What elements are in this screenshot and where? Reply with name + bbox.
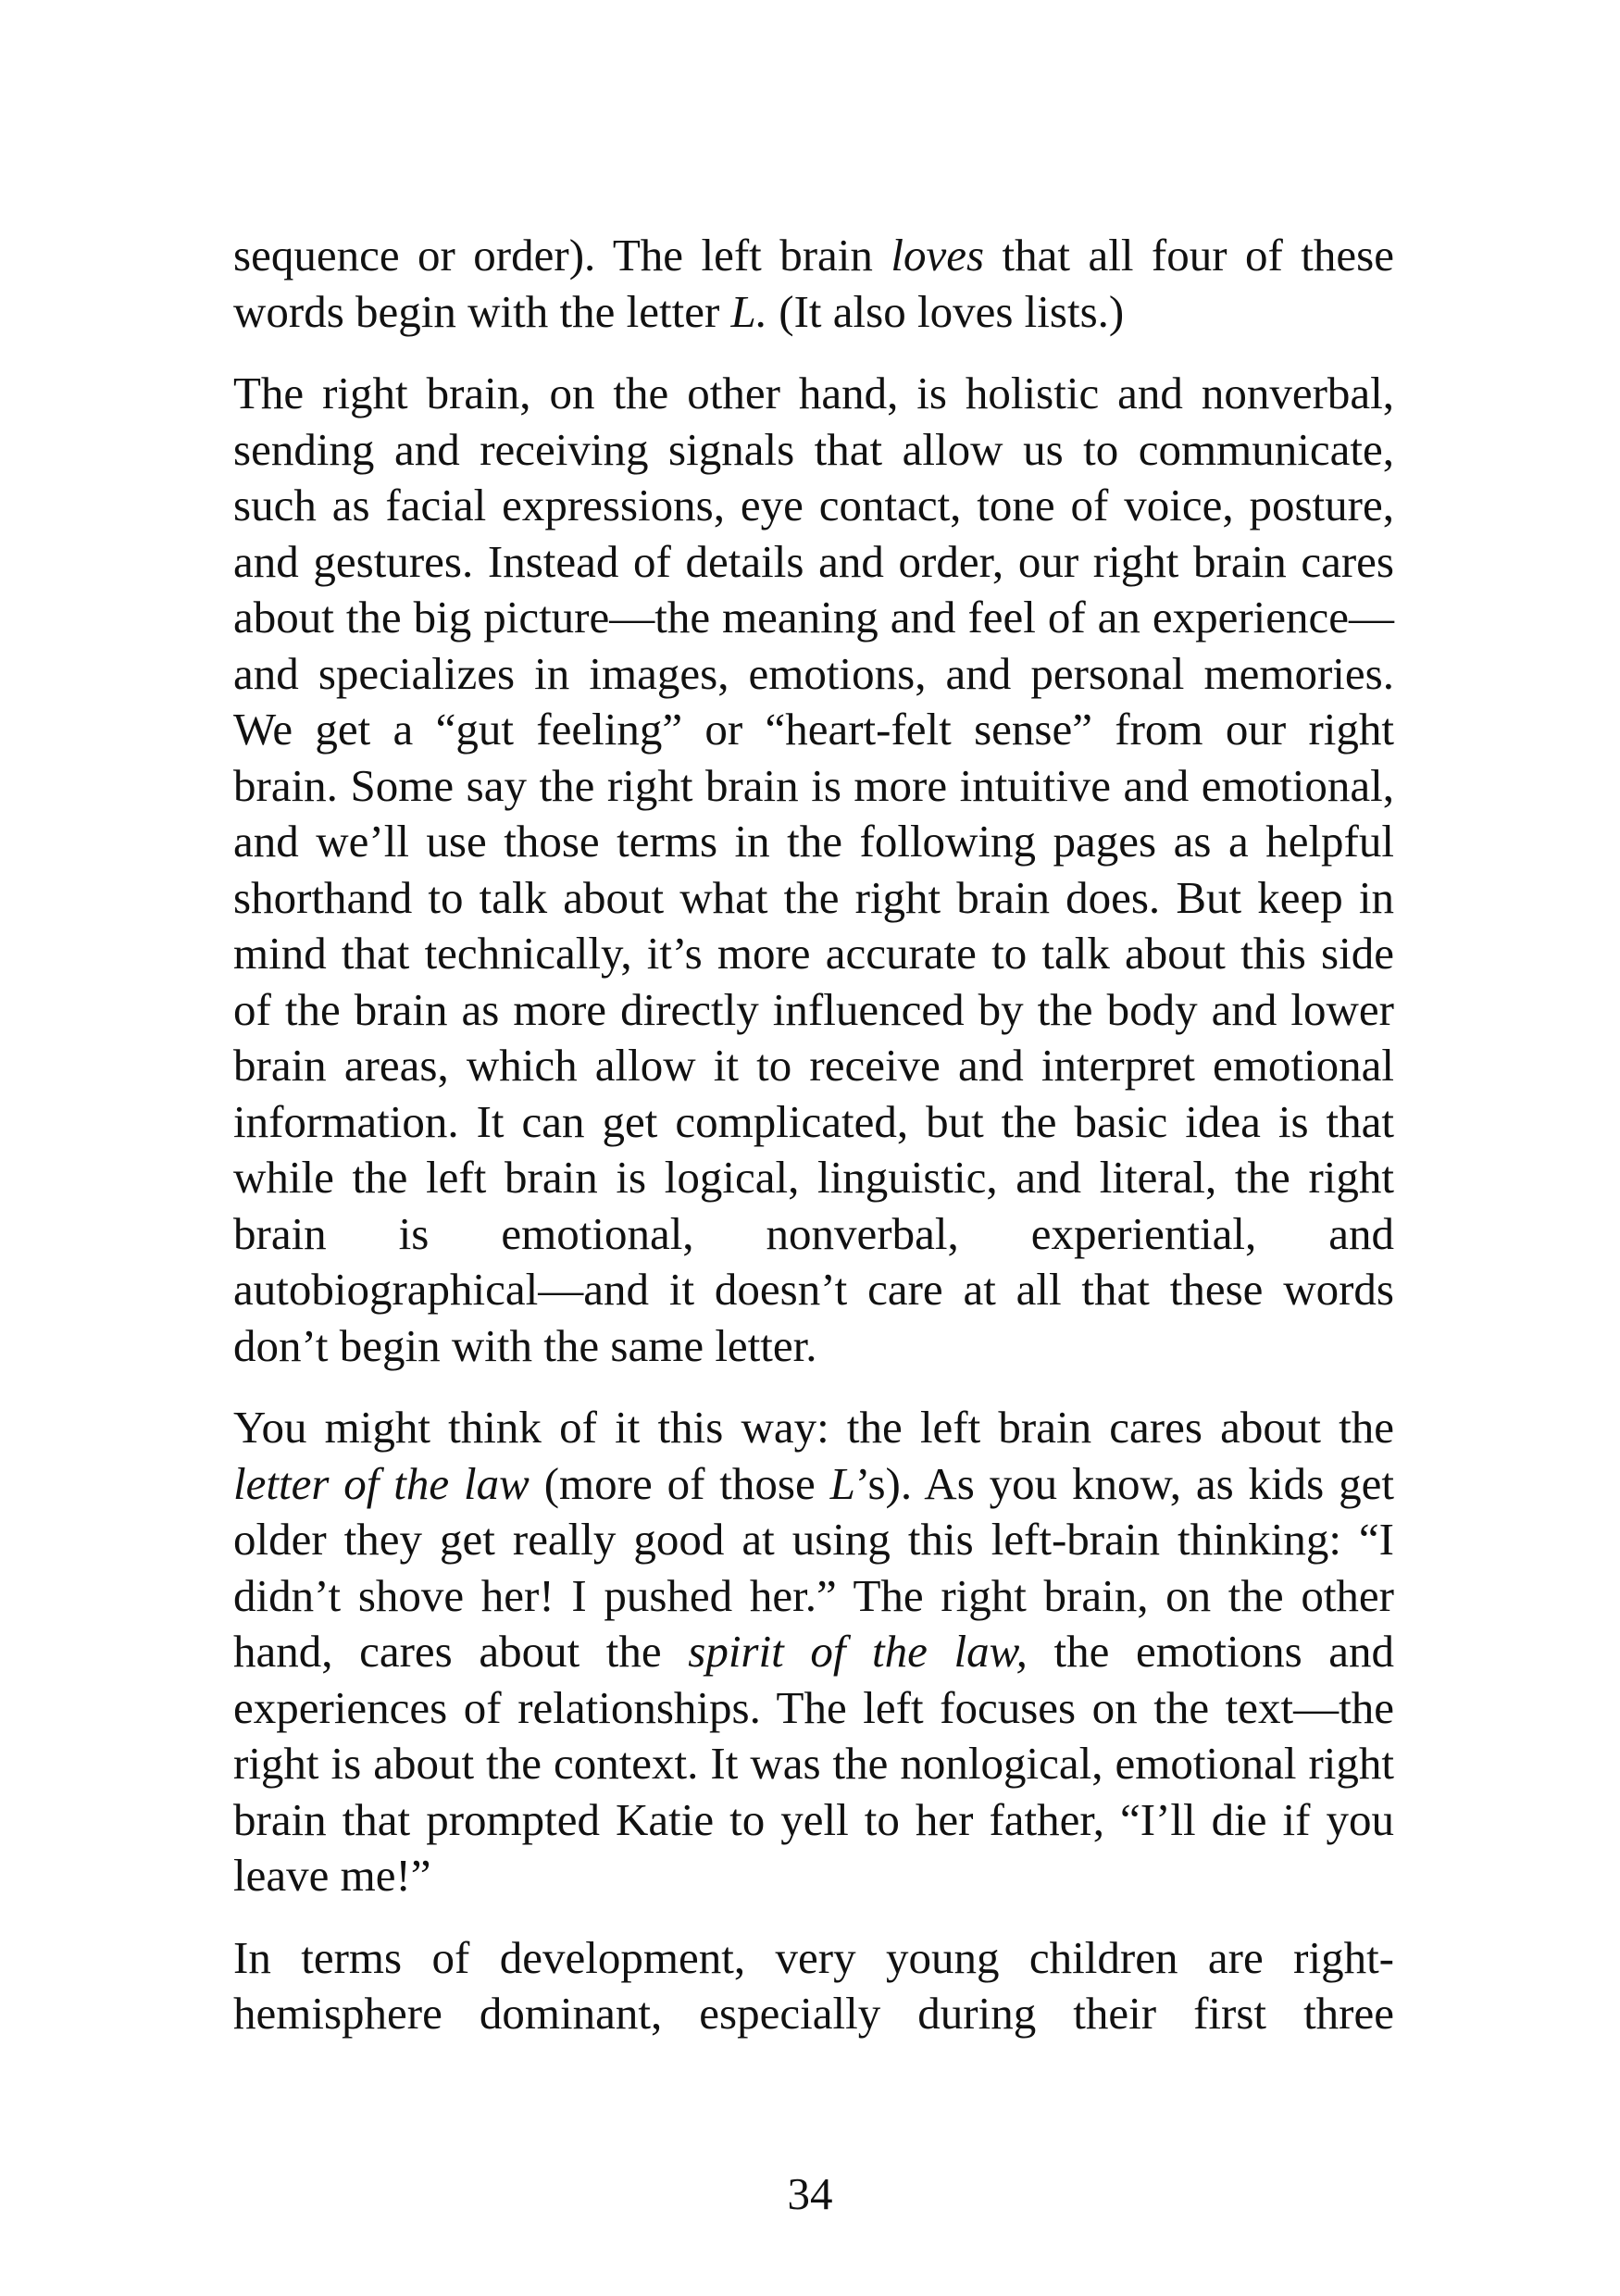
text-run: You might think of it this way: the left brain cares about the xyxy=(233,1402,1394,1453)
italic-text: L xyxy=(829,1457,855,1509)
paragraph-3 xyxy=(233,1400,1394,1904)
body-text xyxy=(233,228,1394,2068)
text-run: In terms of development, very young children are right-hemisphere dominant, especially during their first three xyxy=(233,1931,1394,2039)
italic-text: spirit of the law, xyxy=(688,1626,1028,1677)
page-number: 34 xyxy=(787,2168,833,2219)
paragraph-4 xyxy=(233,1930,1394,2042)
text-run: The right brain, on the other hand, is holistic and nonverbal, sending and receiving signals that allow us to communicate, such as facial expressions, eye contact, tone of voice, posture, and gestures. Instead of details and order, our right brain cares about the big picture—the meaning and feel of an experience—and specializes in images, emotions, and personal memories. We get a “gut feeling” or “heart-felt sense” from our right brain. Some say the right brain is more intuitive and emotional, and we’ll use those terms in the following pages as a helpful shorthand to talk about what the right brain does. But keep in mind that technically, it’s more accurate to talk about this side of the brain as more directly influenced by the body and lower brain areas, which allow it to receive and interpret emotional information. It can get complicated, but the basic idea is that while the left brain is logical, linguistic, and literal, the right brain is emotional, nonverbal, experiential, and autobiographical—and it doesn’t care at all that these words don’t begin with the same letter. xyxy=(233,368,1394,1371)
text-run: (more of those xyxy=(529,1457,830,1509)
text-run: the emotions and experiences of relationships. The left focuses on the text—the right is about the context. It was the nonlogical, emotional right brain that prompted Katie to yell to her father, “I’ll die if you leave me!” xyxy=(233,1626,1394,1901)
paragraph-2 xyxy=(233,366,1394,1374)
italic-text: letter of the law xyxy=(233,1457,530,1509)
italic-text: loves xyxy=(891,230,985,281)
italic-text: L. xyxy=(730,285,768,337)
text-run: that all four of these words begin with the letter xyxy=(233,230,1394,337)
paragraph-1 xyxy=(233,228,1394,340)
text-run: ’s). As you know, as kids get older they get really good at using this left-brain thinking: “I didn’t shove her! I pushed her.” The right brain, on the other hand, cares about the xyxy=(233,1457,1394,1677)
text-run: (It also loves lists.) xyxy=(767,285,1125,337)
text-run: sequence or order). The left brain xyxy=(233,230,891,281)
